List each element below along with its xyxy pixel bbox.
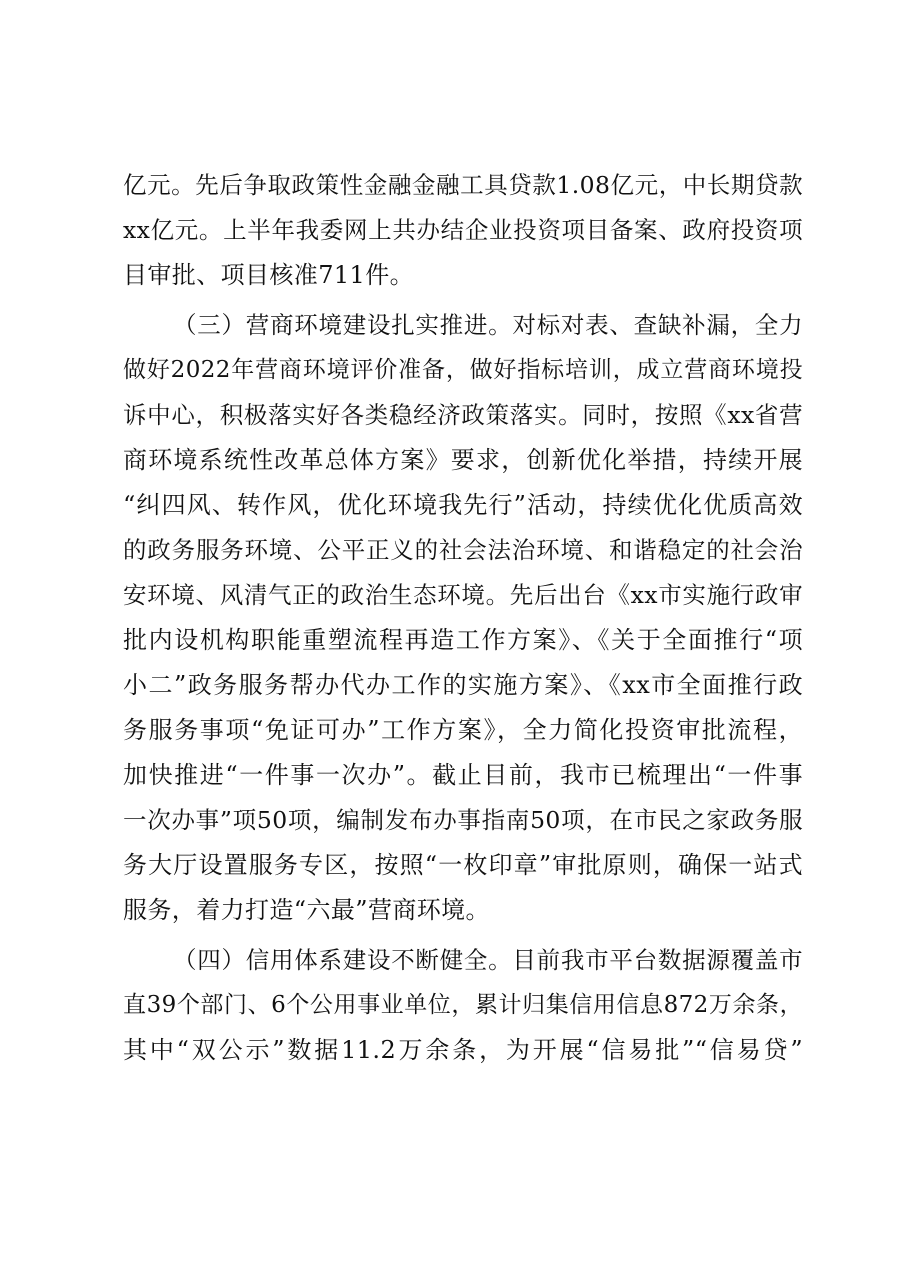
text-line: 务服务事项“免证可办”工作方案》，全力简化投资审批流程， (123, 716, 803, 744)
text-line: 批内设机构职能重塑流程再造工作方案》、《关于全面推行“项 (123, 626, 803, 654)
text-line: “纠四风、转作风，优化环境我先行”活动，持续优化优质高效 (123, 491, 803, 519)
text-line: 务大厅设置服务专区，按照“一枚印章”审批原则，确保一站式 (123, 851, 803, 879)
text-line: 加快推进“一件事一次办”。截止目前，我市已梳理出“一件事 (123, 761, 803, 789)
text-line: 一次办事”项50项，编制发布办事指南50项，在市民之家政务服 (123, 806, 803, 834)
text-line: 商环境系统性改革总体方案》要求，创新优化举措，持续开展 (123, 446, 803, 474)
text-line: 服务，着力打造“六最”营商环境。 (123, 896, 490, 924)
text-line: 目审批、项目核准711件。 (123, 261, 415, 289)
text-line: 亿元。先后争取政策性金融金融工具贷款1.08亿元，中长期贷款 (123, 171, 803, 199)
text-line: 小二”政务服务帮办代办工作的实施方案》、《xx市全面推行政 (123, 671, 803, 699)
text-line: 诉中心，积极落实好各类稳经济政策落实。同时，按照《xx省营 (123, 401, 803, 429)
text-line: 直39个部门、6个公用事业单位，累计归集信用信息872万余条， (123, 992, 803, 1018)
text-line: 安环境、风清气正的政治生态环境。先后出台《xx市实施行政审 (123, 581, 803, 609)
text-line: 的政务服务环境、公平正义的社会法治环境、和谐稳定的社会治 (123, 536, 803, 564)
text-line: （四）信用体系建设不断健全。目前我市平台数据源覆盖市 (173, 946, 803, 974)
text-line: 其中“双公示”数据11.2万余条，为开展“信易批”“信易贷” (123, 1036, 803, 1064)
text-line: （三）营商环境建设扎实推进。对标对表、查缺补漏，全力 (173, 311, 803, 339)
text-line: 做好2022年营商环境评价准备，做好指标培训，成立营商环境投 (123, 357, 803, 383)
text-line: xx亿元。上半年我委网上共办结企业投资项目备案、政府投资项 (123, 216, 803, 244)
